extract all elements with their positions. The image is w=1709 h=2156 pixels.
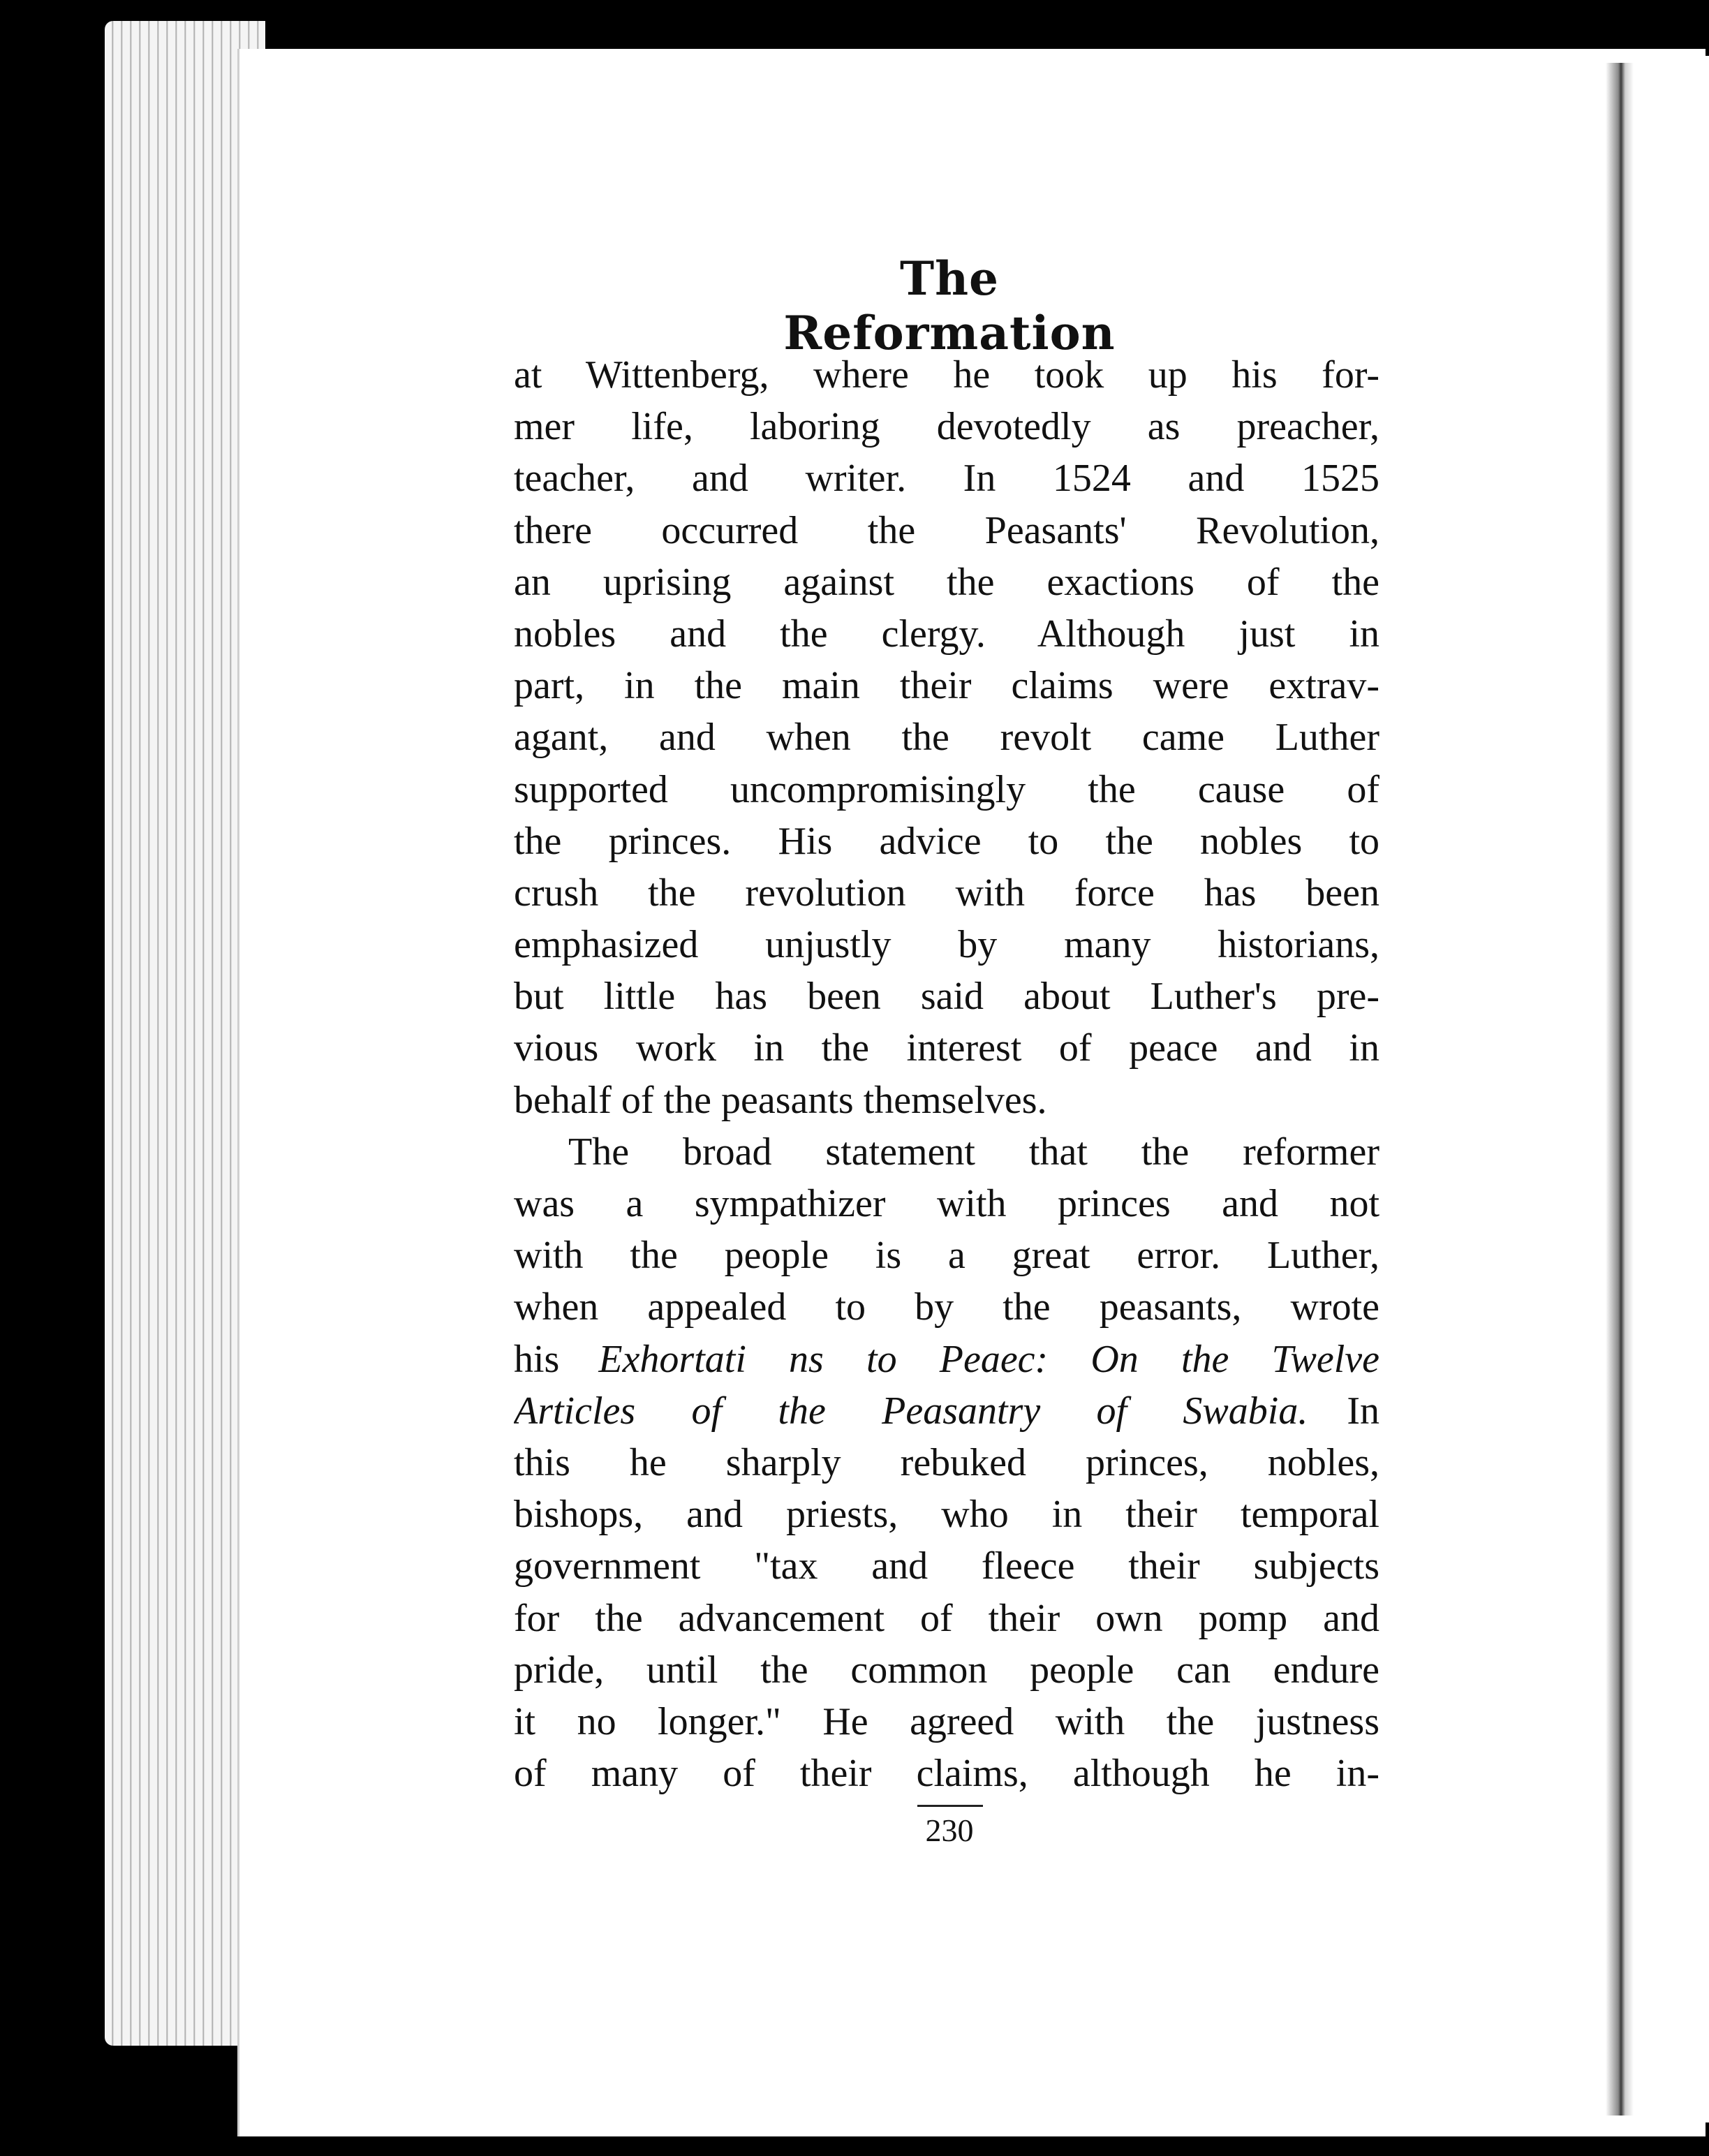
text-line: supported uncompromisingly the cause of	[514, 767, 1379, 811]
text-line: The broad statement that the reformer	[568, 1130, 1379, 1174]
text-line-with-title	[514, 1334, 1379, 1385]
italic-title: Articles of the Peasantry of Swabia.	[514, 1389, 1308, 1433]
text-line: there occurred the Peasants' Revolution,	[514, 508, 1379, 552]
text-line: this he sharply rebuked princes, nobles,	[514, 1440, 1379, 1484]
running-head: The Reformation	[783, 251, 1116, 360]
facing-page-sliver	[1634, 56, 1709, 2122]
text-fragment: his	[514, 1337, 560, 1381]
page-number-rule	[917, 1805, 983, 1807]
text-line: agant, and when the revolt came Luther	[514, 716, 1379, 760]
text-line: part, in the main their claims were extrav-	[514, 664, 1379, 708]
page-number: 230	[925, 1812, 974, 1848]
text-line: for the advancement of their own pomp and	[514, 1596, 1379, 1640]
text-line: it no longer." He agreed with the justness	[514, 1699, 1379, 1743]
text-line: the princes. His advice to the nobles to	[514, 819, 1379, 863]
text-line: government "tax and fleece their subjects	[514, 1544, 1379, 1588]
text-line: with the people is a great error. Luther,	[514, 1234, 1379, 1278]
text-line: at Wittenberg, where he took up his for-	[514, 353, 1379, 397]
text-line-with-title	[514, 1385, 1379, 1437]
text-line: an uprising against the exactions of the	[514, 560, 1379, 604]
text-line: behalf of the peasants themselves.	[514, 1078, 1047, 1122]
text-line: of many of their claims, although he in-	[514, 1752, 1379, 1796]
text-line: mer life, laboring devotedly as preacher,	[514, 405, 1379, 449]
text-line: when appealed to by the peasants, wrote	[514, 1285, 1379, 1329]
text-line: crush the revolution with force has been	[514, 871, 1379, 915]
text-line: but little has been said about Luther's pre-	[514, 975, 1379, 1019]
text-line: bishops, and priests, who in their temporal	[514, 1493, 1379, 1537]
italic-title: Exhortati ns to Peaec: On the Twelve	[598, 1337, 1379, 1381]
body-text	[514, 349, 1379, 1799]
text-fragment: In	[1347, 1389, 1379, 1433]
text-line: vious work in the interest of peace and in	[514, 1026, 1379, 1070]
text-line: nobles and the clergy. Although just in	[514, 612, 1379, 656]
text-line: pride, until the common people can endure	[514, 1648, 1379, 1692]
text-line: teacher, and writer. In 1524 and 1525	[514, 457, 1379, 501]
book-spine	[1606, 63, 1634, 2116]
text-line: was a sympathizer with princes and not	[514, 1182, 1379, 1225]
text-line: emphasized unjustly by many historians,	[514, 923, 1379, 967]
